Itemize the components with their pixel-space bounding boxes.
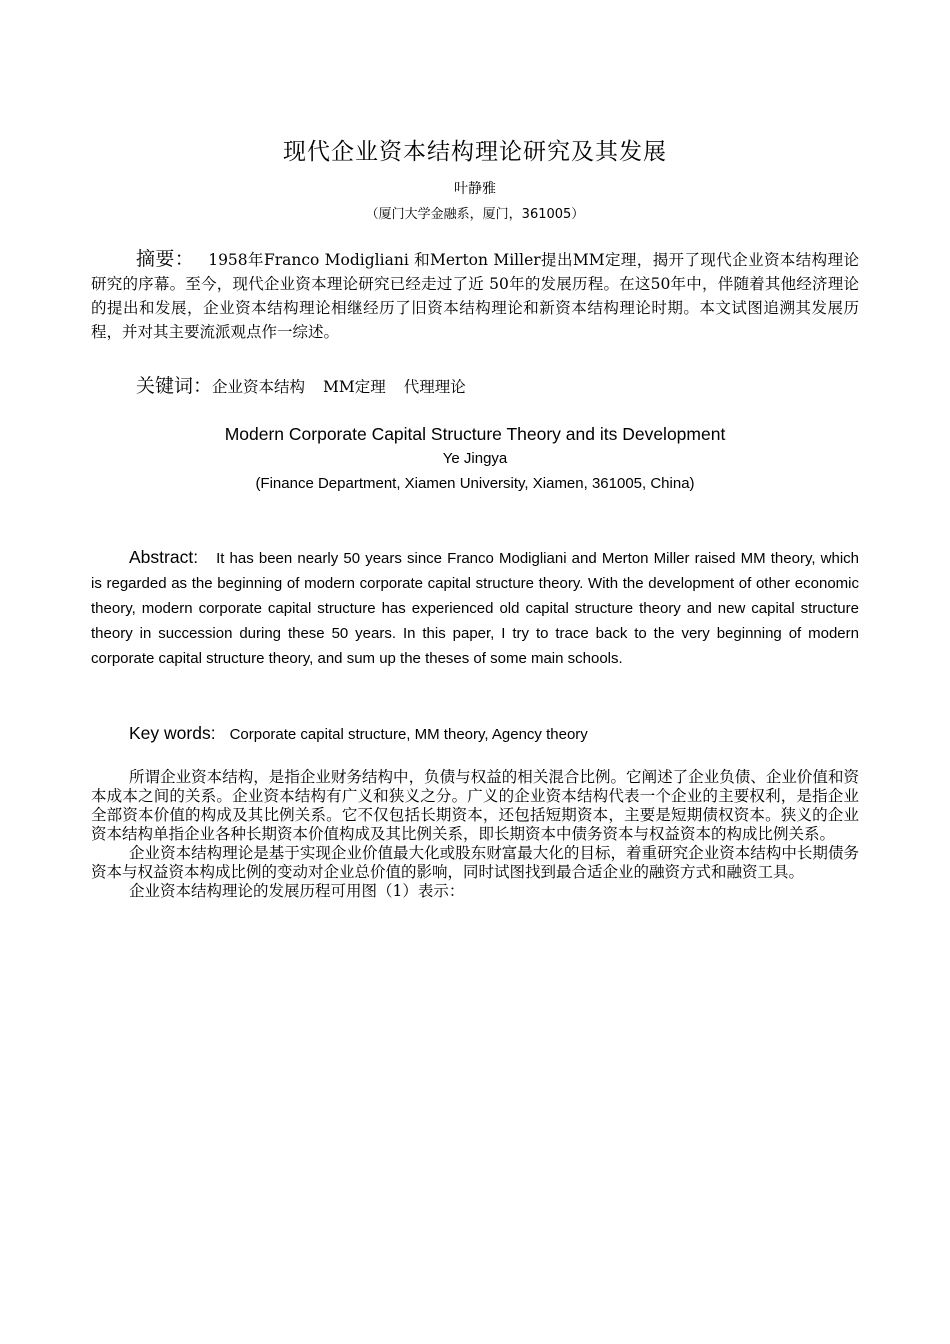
chinese-title: 现代企业资本结构理论研究及其发展 bbox=[283, 139, 667, 165]
english-keywords-label: Key words: bbox=[129, 723, 216, 743]
chinese-keywords-label: 关键词： bbox=[136, 375, 213, 397]
english-keywords-text: Corporate capital structure, MM theory, Agency theory bbox=[229, 726, 588, 743]
chinese-keyword: 代理理论 bbox=[403, 378, 466, 396]
body-paragraph: 所谓企业资本结构，是指企业财务结构中，负债与权益的相关混合比例。它阐述了企业负债、企业价值和资本成本之间的关系。企业资本结构有广义和狭义之分。广义的企业资本结构代表一个企业的主要权利，是指企业全部资本价值的构成及其比例关系。它不仅包括长期资本，还包括短期资本，主要是短期债权资本。狭义的企业资本结构单指企业各种长期资本价值构成及其比例关系，即长期资本中债务资本与权益资本的构成比例关系。 bbox=[91, 768, 859, 843]
english-abstract-text: It has been nearly 50 years since Franco Modigliani and Merton Miller raised MM theory, which is regarded as the beginning of modern corporate capital structure theory. With the development of other economic theory, modern corporate capital structure has experienced old capital structure theory and new capital structure theory in succession during these 50 years. In this paper, I try to trace back to the very beginning of modern corporate capital structure theory, and sum up the theses of some main schools. bbox=[91, 550, 859, 667]
body-paragraph: 企业资本结构理论是基于实现企业价值最大化或股东财富最大化的目标，着重研究企业资本结构中长期债务资本与权益资本构成比例的变动对企业总价值的影响，同时试图找到最合适企业的融资方式和融资工具。 bbox=[91, 844, 859, 881]
chinese-author: 叶静雅 bbox=[454, 181, 496, 197]
chinese-keyword: 企业资本结构 bbox=[212, 378, 306, 396]
chinese-keyword: MM定理 bbox=[323, 378, 386, 396]
chinese-abstract-text: 1958年Franco Modigliani 和Merton Miller提出MM定理，揭开了现代企业资本结构理论研究的序幕。至今，现代企业资本理论研究已经走过了近 50年的发展历程。在这50年中，伴随着其他经济理论的提出和发展，企业资本结构理论相继经历了旧资本结构理论和新资本结构理论时期。本文试图追溯其发展历程，并对其主要流派观点作一综述。 bbox=[91, 251, 859, 341]
body-paragraph: 企业资本结构理论的发展历程可用图（1）表示： bbox=[129, 882, 465, 900]
english-title: Modern Corporate Capital Structure Theory and its Development bbox=[224, 424, 726, 444]
chinese-abstract-label: 摘要： bbox=[136, 248, 195, 270]
chinese-abstract bbox=[91, 247, 859, 344]
chinese-keywords bbox=[136, 373, 856, 400]
english-author: Ye Jingya bbox=[442, 450, 508, 467]
english-keywords bbox=[129, 720, 859, 748]
english-abstract bbox=[91, 545, 859, 671]
chinese-affiliation: （厦门大学金融系，厦门，361005） bbox=[365, 207, 585, 222]
english-affiliation: (Finance Department, Xiamen University, Xiamen, 361005, China) bbox=[255, 475, 695, 492]
body-text bbox=[91, 768, 859, 901]
english-abstract-label: Abstract: bbox=[129, 547, 199, 567]
